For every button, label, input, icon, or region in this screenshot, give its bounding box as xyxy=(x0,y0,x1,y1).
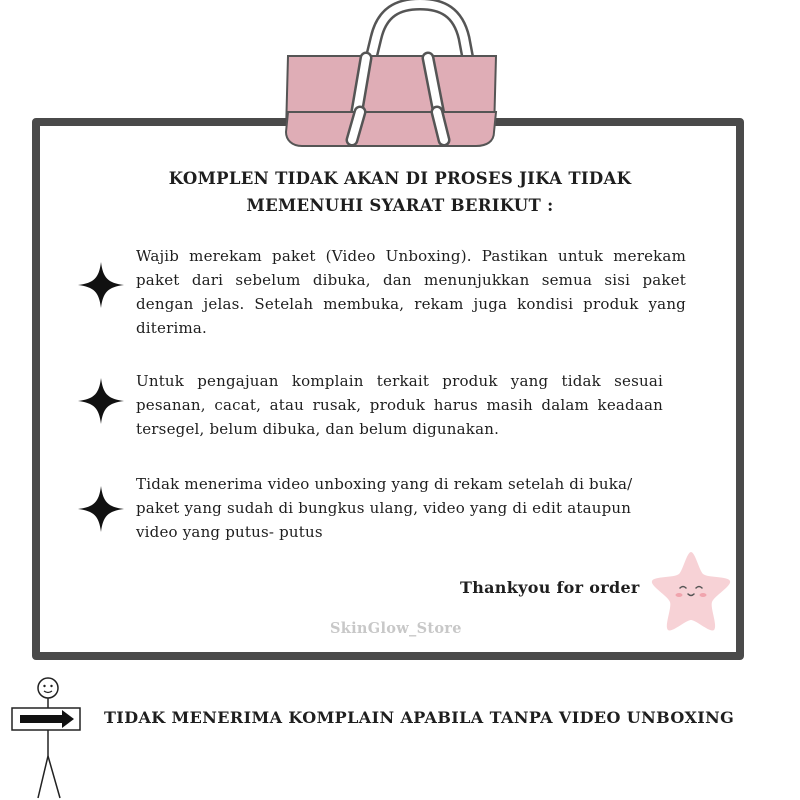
thanks-text: Thankyou for order xyxy=(460,578,640,597)
rule-item-1: Wajib merekam paket (Video Unboxing). Pastikan untuk merekam paket dari sebelum dibuka, dan menunjukkan semua sisi paket dengan jelas. Setelah membuka, rekam juga kondisi produk yang diterima. xyxy=(136,247,686,337)
smiling-star-icon xyxy=(648,548,734,634)
notice-title-line1: KOMPLEN TIDAK AKAN DI PROSES JIKA TIDAK xyxy=(168,169,632,188)
binder-clip-front-icon xyxy=(280,0,500,150)
rule-item-3-line2: paket yang sudah di bungkus ulang, video yang di edit ataupun xyxy=(136,499,632,517)
notice-title-line2: MEMENUHI SYARAT BERIKUT : xyxy=(246,196,554,215)
rule-item-2: Untuk pengajuan komplain terkait produk yang tidak sesuai pesanan, cacat, atau rusak, produk harus masih dalam keadaan tersegel, belum dibuka, dan belum digunakan. xyxy=(136,372,663,438)
rule-item-3-line3: video yang putus- putus xyxy=(136,523,323,541)
store-name-watermark: SkinGlow_Store xyxy=(330,620,462,637)
bottom-notice: TIDAK MENERIMA KOMPLAIN APABILA TANPA VIDEO UNBOXING xyxy=(104,708,735,727)
sparkle-icon xyxy=(78,262,124,308)
rule-item-3-line1: Tidak menerima video unboxing yang di rekam setelah di buka/ xyxy=(136,475,633,493)
sparkle-icon xyxy=(78,486,124,532)
stick-figure-arrow-icon xyxy=(6,672,92,800)
sparkle-icon xyxy=(78,378,124,424)
notice-title xyxy=(100,165,700,219)
rule-item-3 xyxy=(136,472,686,544)
